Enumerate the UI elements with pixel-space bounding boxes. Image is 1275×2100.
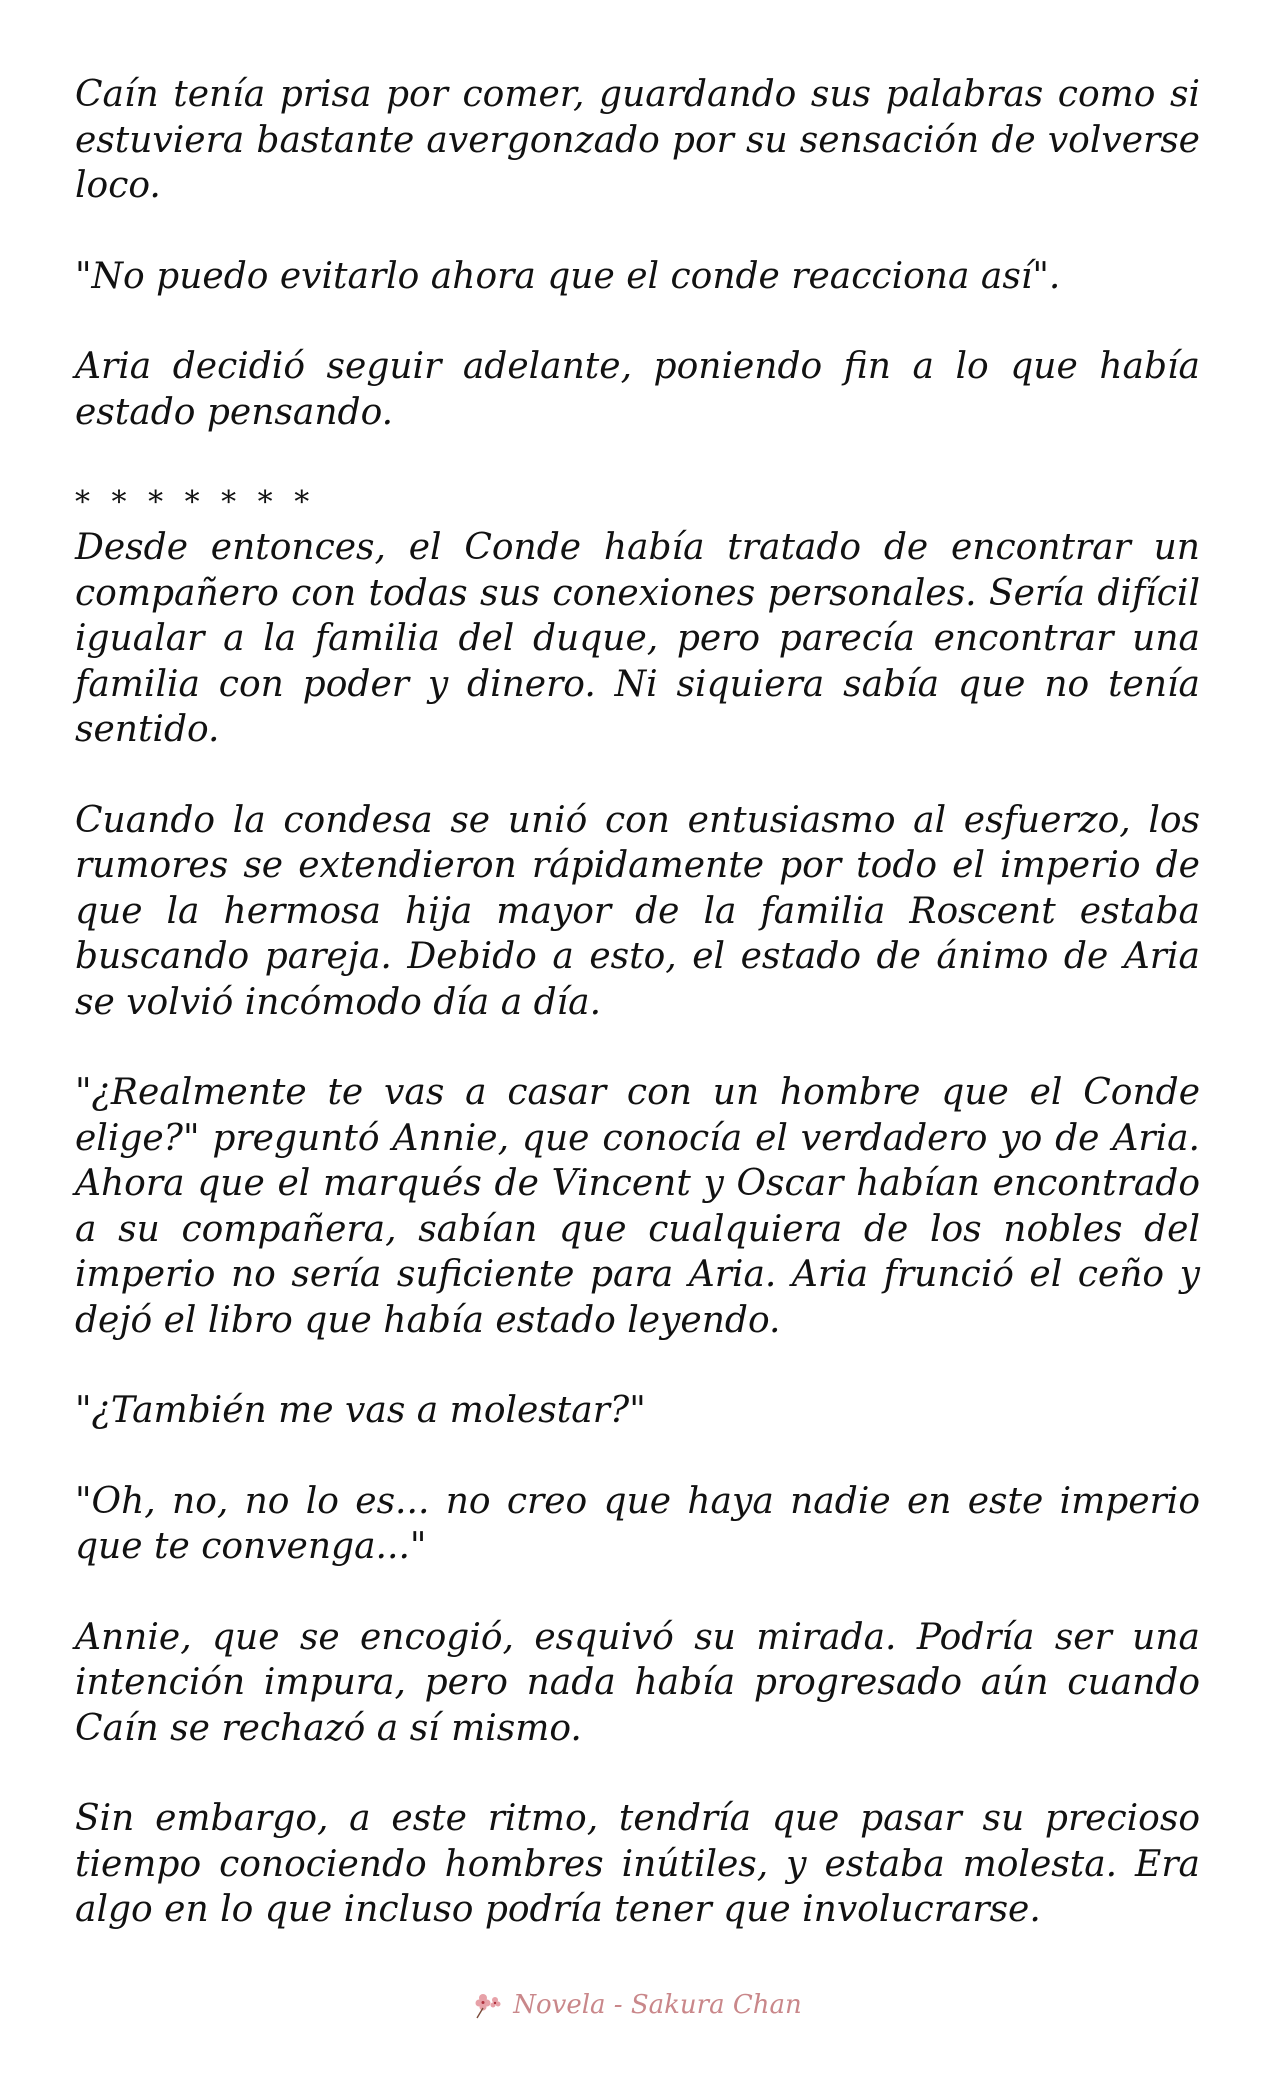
paragraph-2: "No puedo evitarlo ahora que el conde reacciona así". — [75, 255, 1061, 297]
document-page — [75, 72, 1200, 1978]
paragraph-1: Caín tenía prisa por comer, guardando sus palabras como si estuviera bastante avergonzado por su sensación de volverse loco. — [75, 74, 1200, 206]
paragraph-10: Sin embargo, a este ritmo, tendría que pasar su precioso tiempo conociendo hombres inútiles, y estaba molesta. Era algo en lo que incluso podría tener que involucrarse. — [75, 1798, 1200, 1930]
scene-separator: * * * * * * * — [75, 485, 316, 520]
paragraph-4: Desde entonces, el Conde había tratado de encontrar un compañero con todas sus conexiones personales. Sería difícil igualar a la familia del duque, pero parecía encontrar una familia con poder y dinero. Ni siquiera sabía que no tenía sentido. — [75, 527, 1200, 750]
paragraph-6: "¿Realmente te vas a casar con un hombre que el Conde elige?" preguntó Annie, que conocía el verdadero yo de Aria. Ahora que el marqués de Vincent y Oscar habían encontrado a su compañera, sabían que cualquiera de los nobles del imperio no sería suficiente para Aria. Aria frunció el ceño y dejó el libro que había estado leyendo. — [75, 1072, 1200, 1341]
paragraph-9: Annie, que se encogió, esquivó su mirada. Podría ser una intención impura, pero nada había progresado aún cuando Caín se rechazó a sí mismo. — [75, 1616, 1200, 1749]
cherry-blossom-icon — [473, 1990, 503, 2020]
paragraph-8: "Oh, no, no lo es... no creo que haya nadie en este imperio que te convenga..." — [75, 1480, 1200, 1567]
paragraph-3: Aria decidió seguir adelante, poniendo fin a lo que había estado pensando. — [75, 346, 1200, 433]
footer-text: Novela - Sakura Chan — [513, 1990, 802, 2020]
paragraph-7: "¿También me vas a molestar?" — [75, 1390, 646, 1431]
paragraph-5: Cuando la condesa se unió con entusiasmo al esfuerzo, los rumores se extendieron rápidamente por todo el imperio de que la hermosa hija mayor de la familia Roscent estaba buscando pareja. Debido a esto, el estado de ánimo de Aria se volvió incómodo día a día. — [75, 799, 1200, 1023]
footer-watermark — [0, 1990, 1275, 2027]
